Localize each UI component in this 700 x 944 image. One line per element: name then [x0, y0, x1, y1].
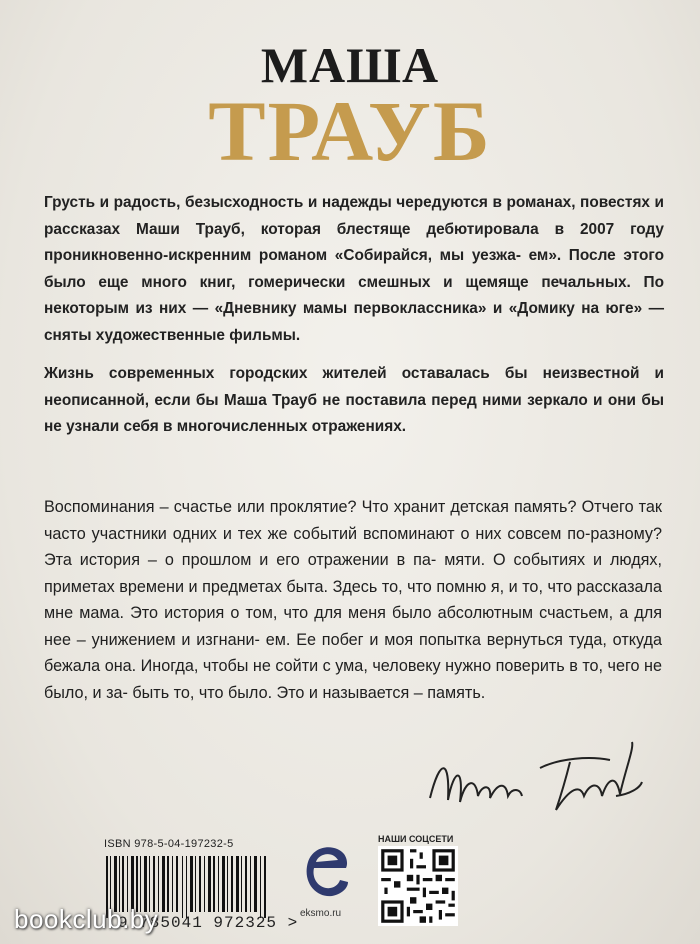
watermark: bookclub.by: [14, 904, 159, 934]
eksmo-logo-icon: [302, 842, 352, 902]
author-last-name: ТРАУБ: [208, 83, 492, 179]
author-signature: [420, 738, 650, 828]
isbn-digits: 9 785041 972325 >: [118, 914, 299, 932]
isbn-label: ISBN 978-5-04-197232-5: [104, 838, 234, 850]
story-description: Воспоминания – счастье или проклятие? Что хранит детская память? Отчего так часто участники одних и тех же событий вспоминают о них совсем по-разному? Эта история – о прошлом и его отражении в па- мяти. О событиях и людях, приметах времени и предметах быта. Здесь то, что помню я, и то, что рассказала мне мама. Это история о том, что для меня было абсолютным счастьем, а для нее – унижением и изгнани- ем. Ее побег и моя попытка вернуться туда, откуда бежала она. Иногда, чтобы не сойти с ума, человеку нужно поверить в то, чего не было, и за- быть то, что было. Это и называется – память.: [44, 498, 662, 702]
blurb-paragraph-2: Жизнь современных городских жителей оставалась бы неизвестной и неописанной, если бы Маша Трауб не поставила перед ними зеркало и они бы не узнали себя в многочисленных отражениях.: [44, 365, 664, 435]
blurb-text: [44, 190, 664, 453]
qr-code: [378, 846, 458, 926]
social-networks-label: НАШИ СОЦСЕТИ: [378, 834, 454, 844]
blurb-paragraph-1: Грусть и радость, безысходность и надежды чередуются в романах, повестях и рассказах Маши Трауб, которая блестяще дебютировала в 2007 году проникновенно-искренним романом «Собирайся, мы уезжа- ем». После этого было еще много книг, гомерически смешных и щемяще печальных. По некоторым из них — «Дневнику мамы первоклассника» и «Домику на юге» — сняты художественные фильмы.: [44, 194, 664, 344]
publisher-website: eksmo.ru: [300, 908, 342, 919]
author-first-name: МАША: [260, 37, 440, 93]
